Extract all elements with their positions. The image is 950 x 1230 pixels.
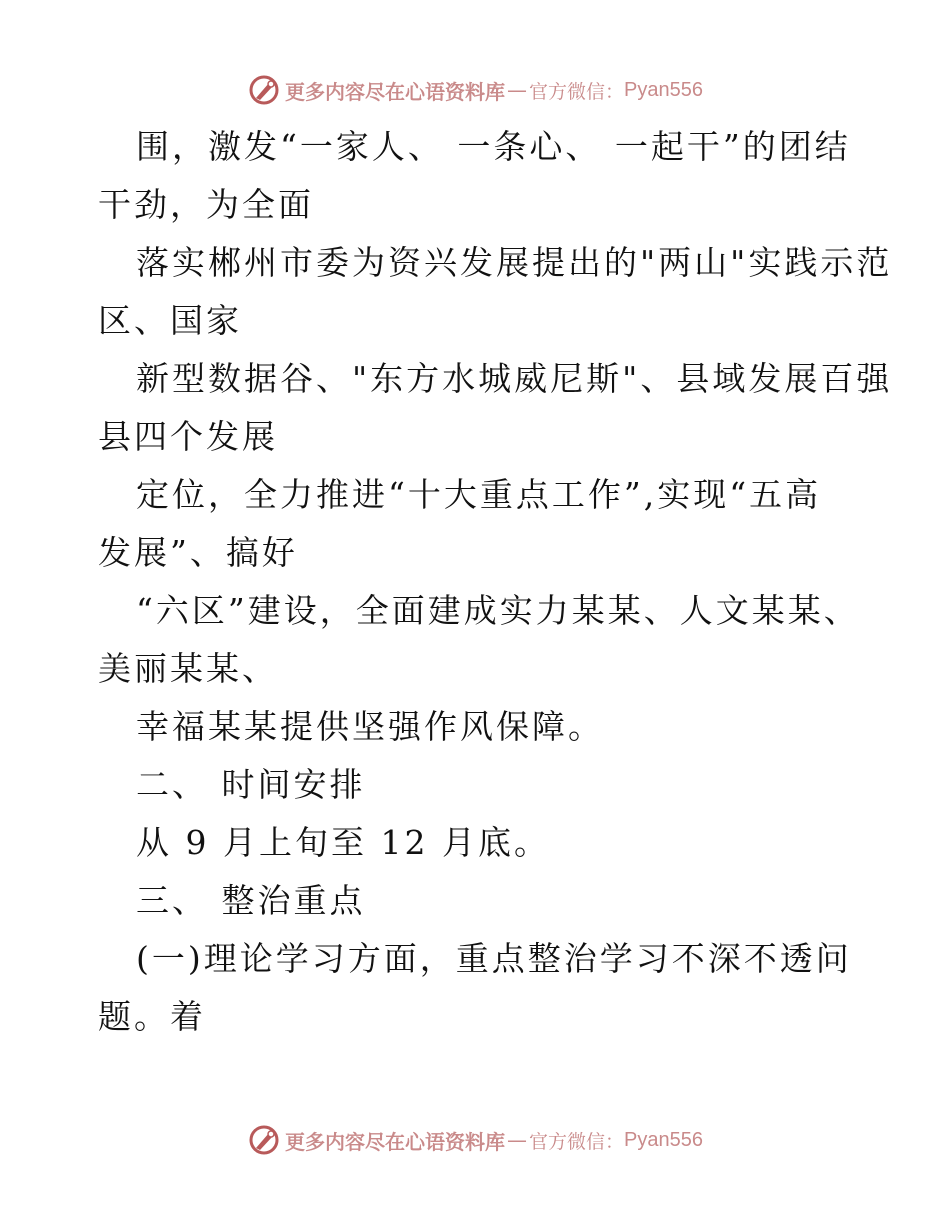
watermark-sub-text: 官方微信： — [529, 80, 625, 103]
text-line: 落实郴州市委为资兴发展提出的"两山"实践示范 — [136, 243, 893, 282]
text-line: 区、国家 — [98, 301, 242, 340]
section-heading: 三、 整治重点 — [136, 881, 366, 920]
section-heading: 二、 时间安排 — [136, 765, 366, 804]
document-body — [98, 118, 893, 1046]
text-line: 干劲，为全面 — [98, 185, 314, 224]
text-line: 发展”、搞好 — [98, 533, 298, 572]
text-line: 从 9 月上旬至 12 月底。 — [136, 823, 550, 862]
text-line: 题。着 — [98, 997, 206, 1036]
text-line: (一)理论学习方面，重点整治学习不深不透问 — [136, 939, 852, 978]
text-line: 围，激发“一家人、 一条心、 一起干”的团结 — [136, 127, 851, 166]
pen-circle-logo-icon — [247, 73, 281, 107]
pen-circle-logo-icon — [247, 1123, 281, 1157]
watermark-sub-text: 官方微信： — [529, 1130, 625, 1153]
text-line: 幸福某某提供坚强作风保障。 — [136, 707, 604, 746]
watermark-dash: — — [507, 78, 527, 102]
header-watermark — [0, 70, 950, 110]
footer-watermark — [0, 1120, 950, 1160]
text-line: 定位，全力推进“十大重点工作”,实现“五高 — [136, 475, 822, 514]
text-line: 美丽某某、 — [98, 649, 278, 688]
text-line: 新型数据谷、"东方水城威尼斯"、县域发展百强 — [136, 359, 893, 398]
watermark-id-text: Pyan556 — [624, 78, 703, 101]
watermark-dash: — — [507, 1128, 527, 1152]
watermark-id-text: Pyan556 — [624, 1128, 703, 1151]
watermark-main-text: 更多内容尽在心语资料库 — [285, 1129, 505, 1154]
text-line: 县四个发展 — [98, 417, 278, 456]
watermark-main-text: 更多内容尽在心语资料库 — [285, 79, 505, 104]
text-line: “六区”建设，全面建成实力某某、人文某某、 — [136, 591, 860, 630]
